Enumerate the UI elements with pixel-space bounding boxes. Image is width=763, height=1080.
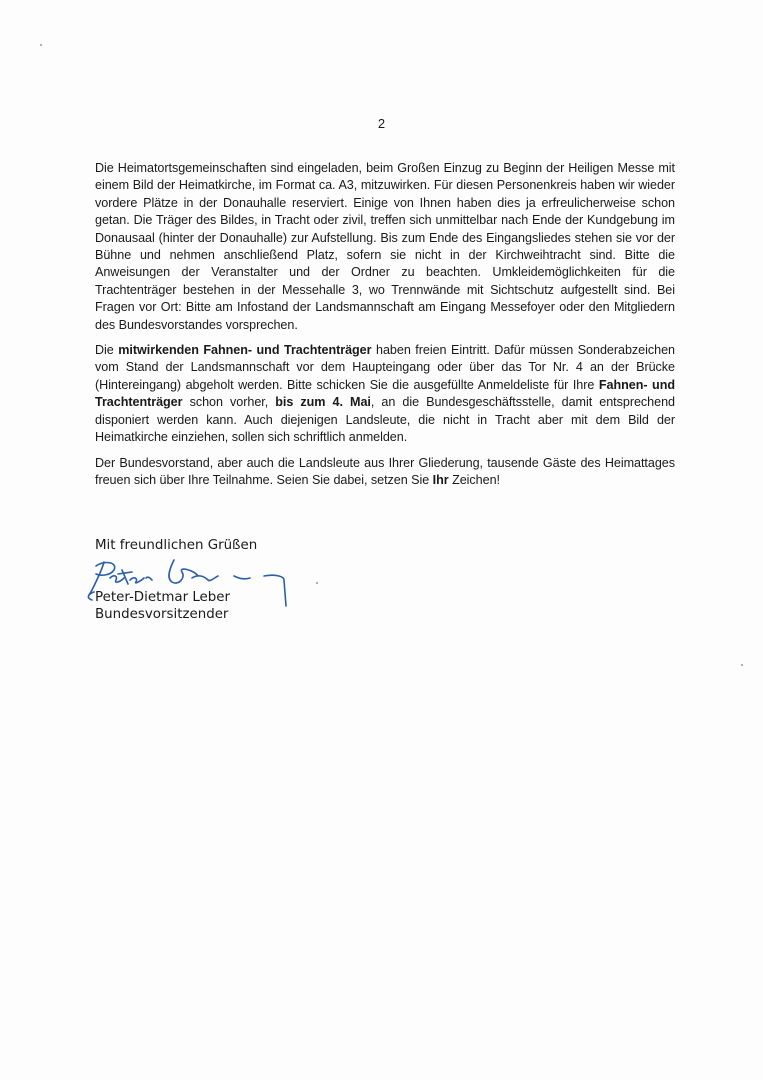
paragraph-3-seg-3: Zeichen! [448, 472, 500, 487]
letter-body [95, 160, 675, 497]
signatory-title: Bundesvorsitzender [95, 607, 229, 622]
page-number: 2 [377, 116, 386, 131]
scan-speck [741, 664, 743, 666]
signatory-name: Peter-Dietmar Leber [95, 590, 231, 605]
paragraph-3-bold-ihr: Ihr [432, 472, 449, 487]
paragraph-2-bold-deadline: bis zum 4. Mai [275, 395, 371, 410]
paragraph-2 [95, 342, 675, 446]
closing-block [95, 537, 257, 554]
paragraph-2-seg-7: , an die Bundesgeschäftsstelle, damit entsprechend disponiert werden kann. Auch diejenigen Landsleute, die nicht in Tracht aber mit dem Bild der Heimatkirche einziehen, sollen sich schriftlich anmelden. [95, 395, 675, 445]
paragraph-3-seg-1: Der Bundesvorstand, aber auch die Landsleute aus Ihrer Gliederung, tausende Gäste des Heimattages freuen sich über Ihre Teilnahme. Seien Sie dabei, setzen Sie [95, 455, 675, 487]
signatory-block [95, 589, 230, 623]
paragraph-2-bold-participants: mitwirkenden Fahnen- und Trachtenträger [118, 343, 372, 358]
scan-speck [316, 582, 318, 584]
paragraph-3 [95, 455, 675, 490]
paragraph-1-text: Die Heimatortsgemeinschaften sind eingeladen, beim Großen Einzug zu Beginn der Heiligen Messe mit einem Bild der Heimatkirche, im Format ca. A3, mitzuwirken. Für diesen Personenkreis haben wir wieder vordere Plätze in der Donauhalle reserviert. Einige von Ihnen haben dies ja erfreulicherweise schon getan. Die Träger des Bildes, in Tracht oder zivil, treffen sich unmittelbar nach Ende der Kundgebung im Donausaal (hinter der Donauhalle) zur Aufstellung. Bis zum Ende des Eingangsliedes stehen sie vor der Bühne und nehmen anschließend Platz, sofern sie nicht in der Kirchweihtracht sind. Bitte die Anweisungen der Veranstalter und der Ordner zu beachten. Umkleidemöglichkeiten für die Trachtenträger bestehen in der Messehalle 3, wo Trennwände mit Sichtschutz aufgestellt sind. Bei Fragen vor Ort: Bitte am Infostand der Landsmannschaft am Eingang Messefoyer oder den Mitgliedern des Bundesvorstandes vorsprechen. [95, 161, 675, 332]
paragraph-2-seg-1: Die [95, 343, 119, 358]
paragraph-2-seg-3: haben freien Eintritt. Dafür müssen Sonderabzeichen vom Stand der Landsmannschaft vor dem Haupteingang oder über das Tor Nr. 4 an der Brücke (Hintereingang) abgeholt werden. Bitte schicken Sie die ausgefüllte Anmeldeliste für Ihre [95, 343, 675, 392]
paragraph-2-bold-bearers: Fahnen- und Trachtenträger [95, 377, 675, 410]
closing-greeting: Mit freundlichen Grüßen [95, 538, 258, 553]
paragraph-1 [95, 160, 675, 334]
scan-speck [40, 44, 42, 46]
paragraph-2-seg-5: schon vorher, [182, 395, 276, 410]
